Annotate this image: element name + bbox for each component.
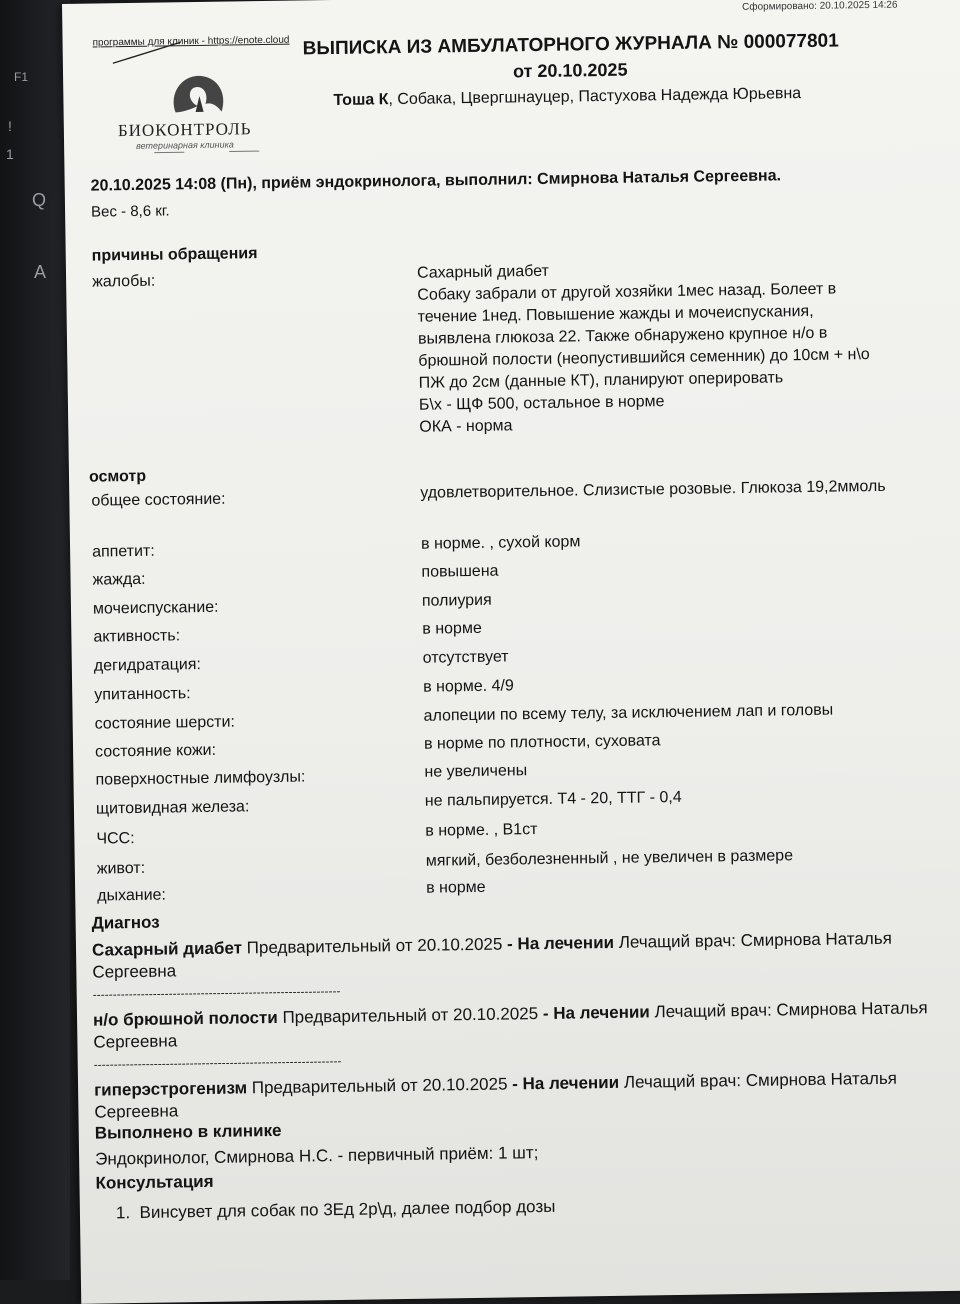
complaints-label: жалобы: [92,273,155,292]
complaint-line: Б\х - ЩФ 500, остальное в норме [419,388,899,417]
patient-name: Тоша К [333,91,388,109]
exam-label: щитовидная железа: [96,798,250,818]
exam-label: дегидратация: [94,656,201,676]
exam-value: полиурия [422,592,492,611]
keyboard-background [0,0,70,1280]
performed-heading: Выполнено в клинике [95,1121,282,1144]
performed-item: Эндокринолог, Смирнова Н.С. - первичный приём: 1 шт; [95,1143,539,1170]
diagnosis-item [92,927,953,984]
exam-value: в норме по плотности, суховата [424,732,661,754]
key-exclamation: ! [8,118,12,134]
key-f1: F1 [14,70,28,84]
diagnosis-status: - На лечении [507,933,614,954]
visit-weight: Вес - 8,6 кг. [91,202,170,220]
exam-label: дыхание: [97,887,166,906]
exam-label: ЧСС: [96,830,134,849]
document-title: ВЫПИСКА ИЗ АМБУЛАТОРНОГО ЖУРНАЛА № 000077801 [303,30,839,60]
exam-label: упитанность: [94,685,191,704]
exam-value: не увеличены [424,762,527,782]
visit-title: 20.10.2025 14:08 (Пн), приём эндокринолога, выполнил: Смирнова Наталья Сергеевна. [91,167,782,195]
diagnosis-status: - На лечении [543,1002,650,1023]
exam-value: не пальпируется. Т4 - 20, ТТГ - 0,4 [425,789,682,811]
exam-value: в норме. , сухой корм [421,533,581,553]
exam-label: общее состояние: [91,491,225,511]
exam-value: в норме. 4/9 [423,677,514,696]
exam-label: состояние шерсти: [95,714,236,734]
exam-value: в норме [426,879,486,898]
exam-value: удовлетворительное. Слизистые розовые. Глюкоза 19,2ммоль [420,476,900,505]
exam-value: алопеции по всему телу, за исключением лап и головы [423,702,833,726]
patient-details: , Собака, Цвергшнауцер, Пастухова Надежда Юрьевна [388,85,801,108]
diagnosis-name: Сахарный диабет [92,938,242,959]
diagnosis-doctor: Лечащий врач: Смирнова Наталья Сергеевна [93,998,927,1051]
generated-timestamp: Сформировано: 20.10.2025 14:26 [742,0,898,13]
key-1: 1 [6,146,14,162]
diagnosis-type: Предварительный от 20.10.2025 [247,1074,512,1097]
reasons-heading: причины обращения [92,245,258,265]
program-link[interactable]: программы для клиник - https://enote.cloud [93,35,290,49]
clinic-subtitle: ветеринарная клиника [136,139,234,150]
complaints-text [417,256,900,439]
exam-label: аппетит: [92,543,155,562]
exam-label: мочеиспускание: [93,599,219,619]
document-sheet [62,0,960,1304]
exam-value: отсутствует [423,648,509,667]
key-q: Q [32,190,46,211]
document-date: от 20.10.2025 [513,60,628,83]
diagnosis-doctor: Лечащий врач: Смирнова Наталья Сергеевна [92,929,892,982]
patient-info [333,85,801,110]
consultation-heading: Консультация [95,1172,213,1194]
complaint-line: брюшной полости (неопустившийся семенник) до 10см + н\о [418,344,898,373]
complaint-line: выявлена глюкоза 22. Также обнаружено крупное н/о в [418,322,898,351]
diagnosis-status: - На лечении [512,1073,619,1094]
consultation-item: 1. Винсувет для собак по 3Ед 2р\д, далее подбор дозы [116,1197,556,1224]
diagnosis-item [94,1067,955,1124]
exam-heading: осмотр [89,468,146,487]
exam-label: живот: [97,860,146,879]
diagnosis-name: гиперэстрогенизм [94,1078,247,1099]
diagnosis-type: Предварительный от 20.10.2025 [242,935,507,958]
exam-label: поверхностные лимфоузлы: [95,768,305,789]
diagnosis-heading: Диагноз [91,913,159,934]
complaint-line: Сахарный диабет [417,256,897,285]
diagnosis-separator: -------------------------------------------------------------- [94,1054,342,1072]
diagnosis-type: Предварительный от 20.10.2025 [278,1004,543,1027]
exam-value: мягкий, безболезненный , не увеличен в размере [426,847,794,870]
complaint-line: ПЖ до 2см (данные КТ), планируют оперировать [419,366,899,395]
diagnosis-doctor: Лечащий врач: Смирнова Наталья Сергеевна [94,1069,897,1122]
diagnosis-name: н/о брюшной полости [93,1008,278,1030]
clinic-name: БИОКОНТРОЛЬ [118,119,252,141]
exam-label: жажда: [92,571,145,590]
exam-value: повышена [421,563,498,582]
exam-value: в норме. , В1ст [425,821,537,841]
complaint-line: ОКА - норма [419,410,899,439]
diagnosis-separator: -------------------------------------------------------------- [93,984,341,1002]
complaint-line: течение 1нед. Повышение жажды и мочеиспускания, [418,300,898,329]
complaint-line: Собаку забрали от другой хозяйки 1мес назад. Болеет в [417,278,897,307]
exam-label: состояние кожи: [95,742,216,762]
key-a: A [34,262,46,283]
diagnosis-item [93,997,954,1054]
exam-label: активность: [93,627,180,646]
exam-value: в норме [422,620,482,639]
